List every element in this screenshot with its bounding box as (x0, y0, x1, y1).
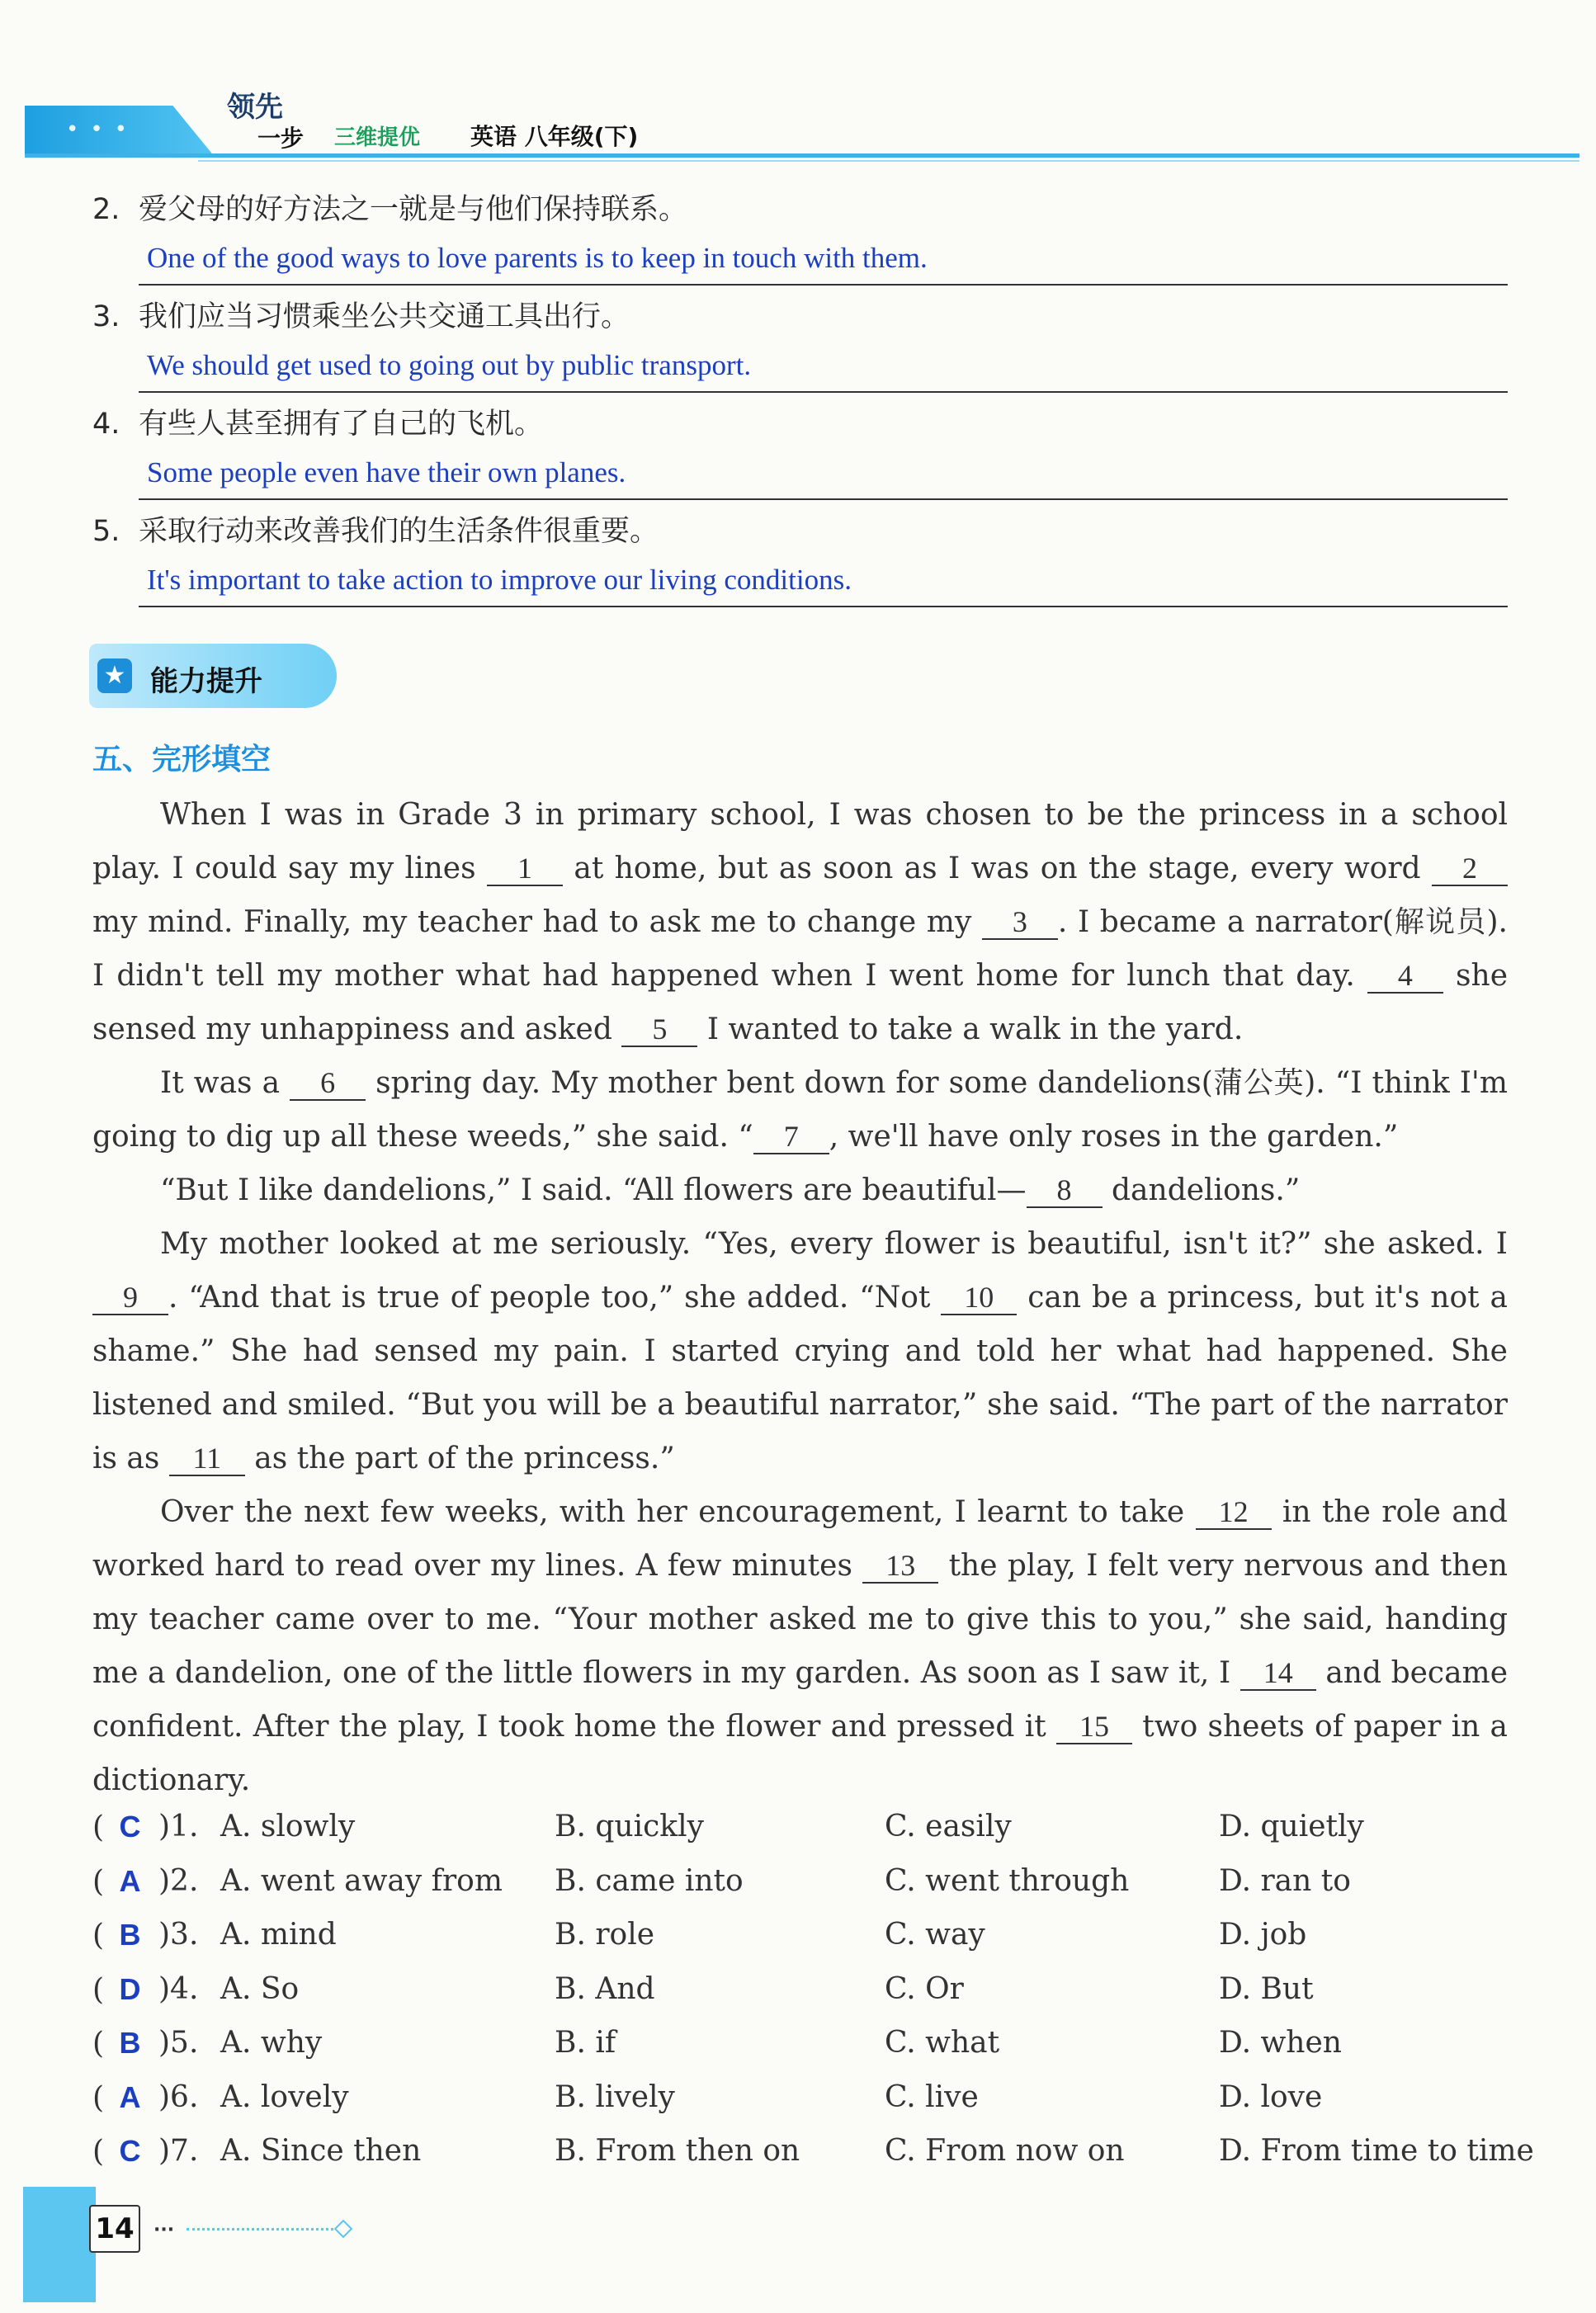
question-number: )4. (158, 1971, 199, 2006)
passage-text: , we'll have only roses in the garden.” (829, 1120, 1399, 1154)
option-c: C. live (885, 2079, 979, 2114)
translation-item (92, 404, 1508, 500)
question-number: )5. (158, 2026, 199, 2060)
cloze-blank: 12 (1196, 1495, 1272, 1530)
passage-text: and became confident. After the play, I took home the flower and pressed it (92, 1656, 1509, 1744)
paren: ( (92, 2080, 105, 2115)
cloze-blank: 11 (169, 1442, 245, 1476)
chosen-answer: B (119, 1918, 141, 1952)
item-question: 采取行动来改善我们的生活条件很重要。 (139, 515, 659, 548)
item-number: 5. (92, 515, 120, 548)
star-icon: ★ (97, 658, 132, 693)
item-number: 2. (92, 193, 120, 226)
question-number: )2. (158, 1863, 199, 1898)
passage-paragraph (92, 788, 1508, 1056)
option-d: D. From time to time (1219, 2134, 1534, 2168)
chosen-answer: B (119, 2026, 141, 2060)
item-number: 4. (92, 408, 120, 441)
question-number: )6. (158, 2079, 199, 2114)
option-c: C. easily (885, 1810, 1012, 1843)
brand-logo-bottom: 一步 (257, 125, 305, 152)
cloze-blank: 7 (753, 1120, 829, 1154)
passage-text: two sheets of paper in a dictionary. (92, 1710, 1509, 1797)
series-name: 三维提优 (334, 125, 421, 150)
paren: ( (92, 1919, 105, 1952)
option-d: D. job (1219, 1918, 1307, 1952)
option-b: B. if (555, 2026, 616, 2060)
passage-text: . “And that is true of people too,” she added. “Not (168, 1281, 931, 1315)
option-d: D. quietly (1219, 1810, 1364, 1843)
footer-dots: ··· (153, 2220, 175, 2240)
cloze-blank: 14 (1240, 1656, 1316, 1691)
section-badge-label: 能力提升 (150, 665, 262, 698)
option-c: C. what (885, 2026, 1000, 2060)
section-badge (89, 644, 337, 708)
item-question: 爱父母的好方法之一就是与他们保持联系。 (139, 193, 688, 226)
question-number: )3. (158, 1918, 199, 1952)
passage-text: I wanted to take a walk in the yard. (706, 1013, 1244, 1046)
passage-text: as the part of the princess.” (254, 1442, 675, 1475)
cloze-blank: 9 (92, 1281, 168, 1315)
passage-text: can be a princess, but it's not a shame.” She had sensed my pain. I started crying and told her what had happened. She listened and smiled. “But you will be a beautiful narrator,” she said. “The part of the narrator is as (92, 1281, 1508, 1475)
header-dots: ••• (66, 117, 139, 142)
footer-band (23, 2187, 96, 2302)
passage-paragraph (92, 1485, 1508, 1807)
option-a: A. why (220, 2026, 323, 2060)
option-a: A. slowly (220, 1810, 356, 1843)
option-b: B. quickly (555, 1810, 704, 1843)
option-c: C. way (885, 1918, 985, 1952)
chosen-answer: D (119, 1971, 141, 2006)
option-c: C. From now on (885, 2134, 1125, 2168)
translation-item (92, 190, 1508, 286)
cloze-blank: 6 (290, 1066, 366, 1101)
passage-text: she sensed my unhappiness and asked (92, 959, 1509, 1046)
option-c: C. went through (885, 1863, 1130, 1898)
header-rule-thin (198, 160, 1579, 162)
option-a: A. Since then (220, 2134, 422, 2168)
option-c: C. Or (885, 1971, 964, 2006)
passage-text: When I was in Grade 3 in primary school, I was chosen to be the princess in a school play. I could say my lines (92, 798, 1508, 885)
item-answer: We should get used to going out by public transport. (139, 347, 1508, 393)
passage-text: at home, but as soon as I was on the stage, every word (574, 852, 1421, 885)
chosen-answer: A (119, 1863, 141, 1898)
cloze-blank: 1 (487, 852, 563, 886)
passage-text: my mind. Finally, my teacher had to ask me to change my (92, 905, 972, 939)
option-a: A. So (220, 1971, 300, 2006)
option-a: A. mind (220, 1918, 337, 1952)
option-a: A. went away from (220, 1863, 503, 1898)
item-answer: It's important to take action to improve our living conditions. (139, 561, 1508, 607)
translation-item (92, 297, 1508, 393)
option-row (92, 1966, 1520, 2020)
option-d: D. love (1219, 2079, 1323, 2114)
passage-text: the play, I felt very nervous and then my teacher came over to me. “Your mother asked me to give this to you,” she said, handing me a dandelion, one of the little flowers in my garden. As soon as I saw it, I (92, 1549, 1508, 1690)
footer-rule (187, 2228, 339, 2230)
option-a: A. lovely (220, 2079, 349, 2114)
item-question: 我们应当习惯乘坐公共交通工具出行。 (139, 300, 630, 333)
item-answer: Some people even have their own planes. (139, 454, 1508, 500)
option-row (92, 1857, 1520, 1912)
option-d: D. But (1219, 1971, 1314, 2006)
answer-options (92, 1803, 1534, 2182)
page-number: 14 (89, 2205, 140, 2253)
paren: ( (92, 1972, 105, 2007)
cloze-blank: 8 (1027, 1173, 1103, 1208)
option-d: D. when (1219, 2026, 1342, 2060)
option-row (92, 2074, 1520, 2128)
cloze-passage (92, 788, 1508, 1807)
header-rule (25, 153, 1579, 158)
passage-text: dandelions.” (1112, 1173, 1301, 1207)
option-b: B. lively (555, 2079, 675, 2114)
option-b: B. came into (555, 1863, 744, 1898)
passage-paragraph (92, 1164, 1508, 1217)
question-number: )7. (158, 2134, 199, 2168)
paren: ( (92, 1864, 105, 1899)
diamond-icon (334, 2220, 353, 2239)
passage-text: in the role and worked hard to read over my lines. A few minutes (92, 1495, 1508, 1583)
cloze-blank: 5 (621, 1013, 697, 1047)
paren: ( (92, 2027, 105, 2060)
subject-grade: 英语 八年级(下) (470, 123, 639, 150)
chosen-answer: C (119, 2134, 141, 2168)
paren: ( (92, 2135, 105, 2169)
brand-logo-top: 领先 (227, 91, 283, 124)
paren: ( (92, 1810, 105, 1844)
option-row (92, 2127, 1534, 2182)
chosen-answer: C (119, 1810, 141, 1843)
option-row (92, 1803, 1520, 1857)
option-row (92, 2019, 1520, 2074)
passage-paragraph (92, 1056, 1508, 1164)
passage-text: It was a (160, 1066, 281, 1100)
item-answer: One of the good ways to love parents is to keep in touch with them. (139, 239, 1508, 286)
chosen-answer: A (119, 2079, 141, 2114)
option-b: B. From then on (555, 2134, 800, 2168)
passage-paragraph (92, 1217, 1508, 1485)
translation-item (92, 512, 1508, 607)
section-title: 五、完形填空 (92, 743, 272, 777)
passage-text: . I became a narrator(解说员). I didn't tell my mother what had happened when I went home for lunch that day. (92, 905, 1508, 993)
item-question: 有些人甚至拥有了自己的飞机。 (139, 408, 544, 441)
item-number: 3. (92, 300, 120, 333)
option-b: B. And (555, 1971, 655, 2006)
passage-text: Over the next few weeks, with her encouragement, I learnt to take (160, 1495, 1185, 1529)
question-number: )1. (158, 1810, 199, 1843)
passage-text: spring day. My mother bent down for some dandelions(蒲公英). “I think I'm going to dig up all these weeds,” she said. “ (92, 1066, 1508, 1154)
passage-text: “But I like dandelions,” I said. “All flowers are beautiful— (160, 1173, 1027, 1207)
cloze-blank: 3 (982, 905, 1058, 940)
option-row (92, 1911, 1520, 1966)
cloze-blank: 4 (1367, 959, 1443, 994)
cloze-blank: 15 (1056, 1710, 1132, 1744)
cloze-blank: 2 (1432, 852, 1508, 886)
cloze-blank: 10 (941, 1281, 1017, 1315)
passage-text: My mother looked at me seriously. “Yes, every flower is beautiful, isn't it?” she asked. I (160, 1227, 1508, 1261)
option-d: D. ran to (1219, 1863, 1351, 1898)
option-b: B. role (555, 1918, 655, 1952)
cloze-blank: 13 (862, 1549, 938, 1584)
